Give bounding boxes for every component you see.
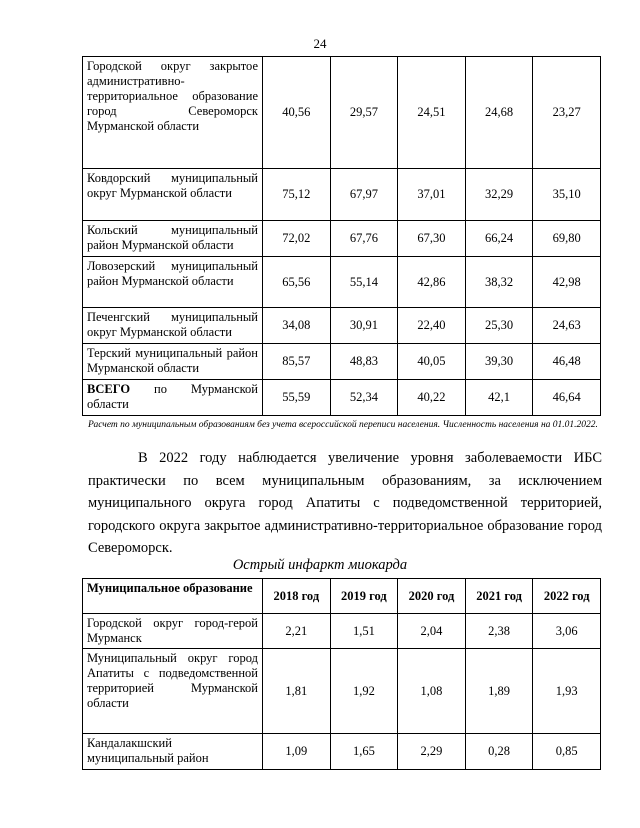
table-row <box>83 221 601 257</box>
value-cell: 1,81 <box>263 649 331 734</box>
value-cell: 2,29 <box>398 734 466 770</box>
value-cell: 2,38 <box>465 614 533 649</box>
value-cell: 40,22 <box>398 380 466 416</box>
total-label-bold: ВСЕГО <box>87 382 131 396</box>
total-row <box>83 380 601 416</box>
value-cell: 3,06 <box>533 614 601 649</box>
value-cell: 37,01 <box>398 169 466 221</box>
municipality-name: Ковдорский муниципальный округ Мурманской области <box>83 169 263 221</box>
table-row <box>83 734 601 770</box>
value-cell: 40,05 <box>398 344 466 380</box>
value-cell: 1,65 <box>330 734 398 770</box>
value-cell: 46,64 <box>533 380 601 416</box>
value-cell: 1,93 <box>533 649 601 734</box>
value-cell: 1,89 <box>465 649 533 734</box>
value-cell: 55,14 <box>330 257 398 308</box>
incidence-table-1 <box>82 56 601 416</box>
value-cell: 66,24 <box>465 221 533 257</box>
table-row <box>83 169 601 221</box>
value-cell: 0,28 <box>465 734 533 770</box>
value-cell: 75,12 <box>263 169 331 221</box>
value-cell: 46,48 <box>533 344 601 380</box>
column-header: 2022 год <box>533 579 601 614</box>
value-cell: 67,97 <box>330 169 398 221</box>
table-caption: Острый инфаркт миокарда <box>232 557 408 573</box>
value-cell: 69,80 <box>533 221 601 257</box>
page-number: 24 <box>313 36 327 51</box>
column-header: Муниципальное образование <box>83 579 263 614</box>
table-row <box>83 649 601 734</box>
value-cell: 23,27 <box>533 57 601 169</box>
value-cell: 52,34 <box>330 380 398 416</box>
value-cell: 0,85 <box>533 734 601 770</box>
value-cell: 40,56 <box>263 57 331 169</box>
value-cell: 67,30 <box>398 221 466 257</box>
value-cell: 72,02 <box>263 221 331 257</box>
value-cell: 1,51 <box>330 614 398 649</box>
value-cell: 2,21 <box>263 614 331 649</box>
municipality-name: Городской округ закрытое административно-территориальное образование город Североморск Мурманской области <box>83 57 263 169</box>
table-row <box>83 614 601 649</box>
value-cell: 24,51 <box>398 57 466 169</box>
municipality-name: Терский муниципальный район Мурманской области <box>83 344 263 380</box>
value-cell: 42,86 <box>398 257 466 308</box>
body-paragraph: В 2022 году наблюдается увеличение уровня заболеваемости ИБС практически по всем муниципальным образованиям, за исключением муниципального округа город Апатиты с подведомственной территорией, городского округа закрытое административно-территориальное образование город Североморск. <box>88 450 602 556</box>
municipality-name: Городской округ город-герой Мурманск <box>83 614 263 649</box>
column-header: 2019 год <box>330 579 398 614</box>
value-cell: 29,57 <box>330 57 398 169</box>
value-cell: 1,08 <box>398 649 466 734</box>
table-header-row <box>83 579 601 614</box>
table-row <box>83 257 601 308</box>
value-cell: 55,59 <box>263 380 331 416</box>
myocardial-infarction-table <box>82 578 601 770</box>
value-cell: 24,68 <box>465 57 533 169</box>
value-cell: 48,83 <box>330 344 398 380</box>
total-label-rest: по Мурманской области <box>87 382 258 411</box>
value-cell: 24,63 <box>533 308 601 344</box>
value-cell: 67,76 <box>330 221 398 257</box>
value-cell: 2,04 <box>398 614 466 649</box>
column-header: 2018 год <box>263 579 331 614</box>
value-cell: 38,32 <box>465 257 533 308</box>
value-cell: 1,92 <box>330 649 398 734</box>
municipality-name: Ловозерский муниципальный район Мурманской области <box>83 257 263 308</box>
column-header: 2021 год <box>465 579 533 614</box>
value-cell: 65,56 <box>263 257 331 308</box>
value-cell: 39,30 <box>465 344 533 380</box>
table-row <box>83 344 601 380</box>
value-cell: 35,10 <box>533 169 601 221</box>
municipality-name: Кандалакшский муниципальный район <box>83 734 263 770</box>
value-cell: 32,29 <box>465 169 533 221</box>
municipality-name: Печенгский муниципальный округ Мурманской области <box>83 308 263 344</box>
value-cell: 25,30 <box>465 308 533 344</box>
value-cell: 1,09 <box>263 734 331 770</box>
municipality-name: Кольский муниципальный район Мурманской области <box>83 221 263 257</box>
value-cell: 42,1 <box>465 380 533 416</box>
value-cell: 42,98 <box>533 257 601 308</box>
value-cell: 34,08 <box>263 308 331 344</box>
value-cell: 85,57 <box>263 344 331 380</box>
column-header: 2020 год <box>398 579 466 614</box>
total-label <box>83 380 263 416</box>
value-cell: 30,91 <box>330 308 398 344</box>
table-row <box>83 308 601 344</box>
table-row <box>83 57 601 169</box>
table-footnote: Расчет по муниципальным образованиям без учета всероссийской переписи населения. Численность населения на 01.01.2022. <box>88 420 598 430</box>
municipality-name: Муниципальный округ город Апатиты с подведомственной территорией Мурманской области <box>83 649 263 734</box>
value-cell: 22,40 <box>398 308 466 344</box>
